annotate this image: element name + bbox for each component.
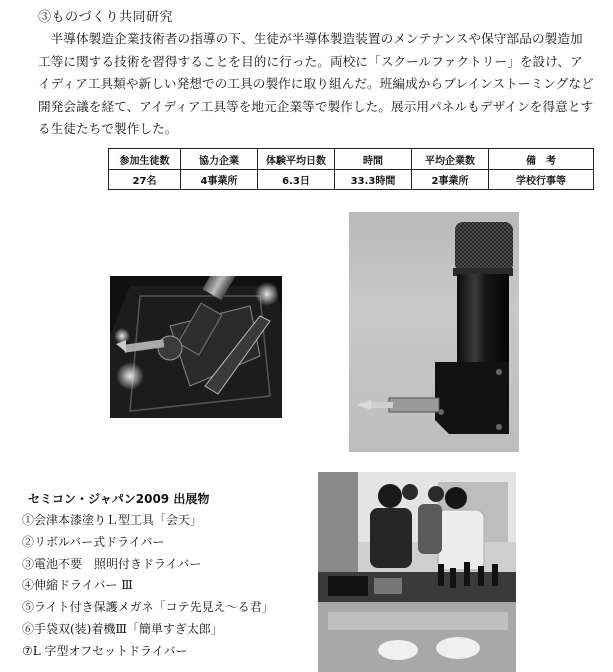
table-header-cell: 平均企業数 <box>412 149 489 170</box>
table-header-cell: 参加生徒数 <box>109 149 181 170</box>
list-item: ⑥手袋双(装)着機Ⅲ「簡単すぎ太郎」 <box>22 621 223 636</box>
table-cell: 27名 <box>109 170 181 190</box>
table-header-row <box>109 149 594 170</box>
table-cell: 学校行事等 <box>489 170 594 190</box>
table-header-cell: 協力企業 <box>181 149 258 170</box>
list-item: ⑤ライト付き保護メガネ「コテ先見え～る君」 <box>22 600 274 615</box>
photo-l-tool-on-stand <box>110 276 282 418</box>
table-cell: 6.3日 <box>258 170 335 190</box>
exhibit-title: セミコン・ジャパン2009 出展物 <box>28 492 210 506</box>
list-item: ④伸縮ドライバー Ⅲ <box>22 578 133 593</box>
list-item: ①会津本漆塗りＬ型工具「会天」 <box>22 513 203 527</box>
exhibit-list <box>22 510 274 663</box>
table-header-cell: 体験平均日数 <box>258 149 335 170</box>
table-cell: 2事業所 <box>412 170 489 190</box>
table-header-cell: 備 考 <box>489 149 594 170</box>
photo-l-driver <box>349 212 519 452</box>
stats-table <box>108 148 594 190</box>
table-row <box>109 170 594 190</box>
table-header-cell: 時間 <box>335 149 412 170</box>
section-heading: ③ものづくり共同研究 <box>38 10 174 25</box>
table-cell: 4事業所 <box>181 170 258 190</box>
table-cell: 33.3時間 <box>335 170 412 190</box>
photo-exhibition-booth <box>318 472 516 672</box>
list-item: ③電池不要 照明付きドライバー <box>22 556 202 571</box>
section-paragraph: 半導体製造企業技術者の指導の下、生徒が半導体製造装置のメンテナンスや保守部品の製造加工等に関する技術を習得することを目的に行った。両校に「スクールファクトリー」を設け、アイディア工具類や新しい発想での工具の製作に取り組んだ。班編成からブレインストーミングなど開発会議を経て、アイディア工具等を地元企業等で製作した。展示用パネルもデザインを得意とする生徒たちで製作した。 <box>38 31 594 136</box>
list-item: ②リボルバー式ドライバー <box>22 534 165 549</box>
list-item: ⑦L 字型オフセットドライバー <box>22 643 188 658</box>
